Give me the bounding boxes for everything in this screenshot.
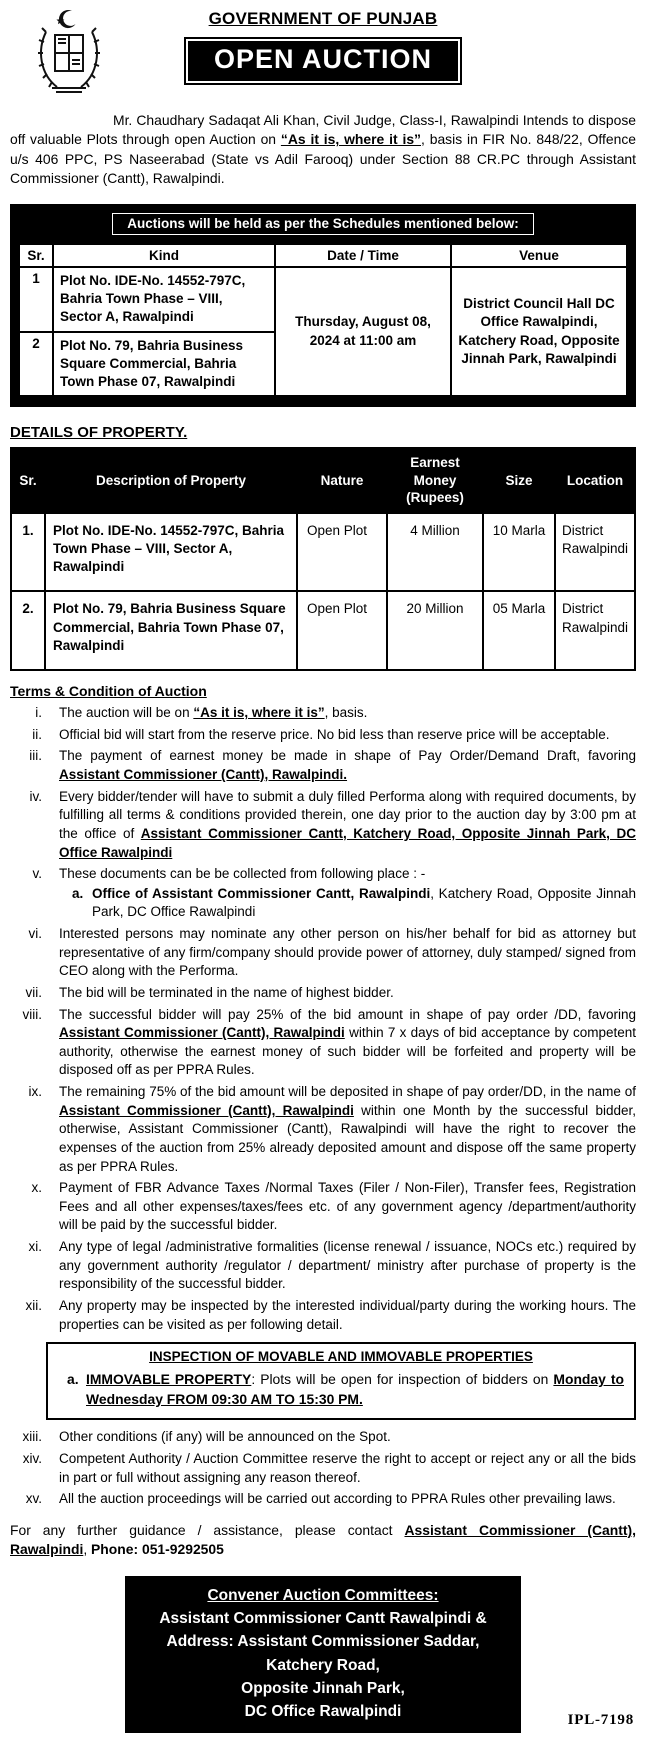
property-col-earnest: Earnest Money (Rupees) [387, 448, 483, 513]
property-details-heading: DETAILS OF PROPERTY. [10, 424, 188, 442]
schedule-row-1 [19, 267, 627, 332]
schedule-kind: Plot No. IDE-No. 14552-797C, Bahria Town Phase – VIII, Sector A, Rawalpindi [53, 267, 275, 332]
sub-item-label: a. [72, 885, 84, 901]
term-item [10, 925, 636, 981]
property-size: 10 Marla [483, 513, 555, 592]
term-item [10, 1179, 636, 1235]
property-sr: 1. [11, 513, 45, 592]
term-text: Any property may be inspected by the interested individual/party during the working hours. The properties can be visited as per following detail. [59, 1297, 636, 1332]
government-title: GOVERNMENT OF PUNJAB [208, 9, 438, 28]
term-item [10, 788, 636, 863]
term-text: The payment of earnest money be made in shape of Pay Order/Demand Draft, favoring Assistant Commissioner (Cantt), Rawalpindi. [59, 748, 636, 783]
property-size: 05 Marla [483, 591, 555, 670]
schedule-col-sr: Sr. [19, 244, 53, 267]
term-text: Competent Authority / Auction Committee reserve the right to accept or reject any or all the bids in part or full without assigning any reason thereof. [59, 1451, 636, 1485]
terms-list-tail [10, 1428, 636, 1509]
ipl-reference-number: IPL-7198 [567, 1712, 634, 1729]
footer-line: Address: Assistant Commissioner Saddar, [166, 1633, 480, 1651]
footer-line: Katchery Road, [266, 1656, 380, 1674]
property-description: Plot No. 79, Bahria Business Square Commercial, Bahria Town Phase 07, Rawalpindi [45, 591, 297, 670]
term-text: Other conditions (if any) will be announced on the Spot. [59, 1429, 391, 1445]
term-item [10, 1490, 636, 1509]
term-number: xv. [25, 1491, 42, 1507]
property-nature: Open Plot [297, 513, 387, 592]
term-text: The auction will be on “As it is, where it is”, basis. [59, 705, 368, 721]
schedule-table [18, 243, 628, 397]
property-col-description: Description of Property [45, 448, 297, 513]
schedule-sr: 1 [19, 267, 53, 332]
schedule-heading-wrap [18, 210, 628, 243]
term-text: These documents can be be collected from following place : - a. Office of Assistant Commissioner Cantt, Rawalpindi, Katchery Road, Opposite Jinnah Park, DC Office Rawalpindi [42, 865, 636, 922]
footer-line: Assistant Commissioner Cantt Rawalpindi & [159, 1610, 487, 1628]
term-number: ix. [28, 1084, 42, 1100]
property-location: District Rawalpindi [555, 513, 635, 592]
sub-item-text: Office of Assistant Commissioner Cantt, Rawalpindi, Katchery Road, Opposite Jinnah Park, DC Office Rawalpindi [92, 885, 636, 920]
inspection-item-text: IMMOVABLE PROPERTY: Plots will be open for inspection of bidders on Monday to Wednesday FROM 09:30 AM TO 15:30 PM. [86, 1371, 625, 1408]
term-number: v. [32, 866, 42, 882]
term-number: xiv. [22, 1451, 42, 1467]
term-number: x. [31, 1180, 42, 1196]
term-item [10, 1083, 636, 1176]
footer-line: DC Office Rawalpindi [244, 1703, 402, 1721]
term-text: The remaining 75% of the bid amount will be deposited in shape of pay order/DD, in the name of Assistant Commissioner (Cantt), Rawalpindi within one Month by the successful bidder, otherwise, Assistant Commissioner (Cantt), Rawalpindi will have the right to recover the expenses of the auction from 25% already deposited amount and dispose off the same property as per PPRA Rules. [59, 1084, 636, 1174]
property-sr: 2. [11, 591, 45, 670]
term-text: Every bidder/tender will have to submit a duly filled Performa along with required documents, by fulfilling all terms & conditions provided therein, one day prior to the auction day by 3:00 pm at the office of Assistant Commissioner Cantt, Katchery Road, Opposite Jinnah Park, DC Office Rawalpindi [59, 788, 636, 860]
footer-line: Convener Auction Committees: [207, 1586, 439, 1604]
term-number: i. [35, 705, 42, 721]
property-header-row [11, 448, 635, 513]
term-text: Any type of legal /administrative formalities (license renewal / issuance, NOCs etc.) required by any government authority /regulator / department/ ministry after purchase of property is the responsibility of the successful bidder. [59, 1239, 636, 1292]
punjab-government-crest-logo [34, 8, 104, 94]
footer-line: Opposite Jinnah Park, [241, 1679, 405, 1697]
terms-heading: Terms & Condition of Auction [10, 683, 207, 700]
term-text: The bid will be terminated in the name of highest bidder. [59, 984, 394, 1000]
term-item [10, 1297, 636, 1334]
schedule-col-datetime: Date / Time [275, 244, 451, 267]
property-row-2 [11, 591, 635, 670]
term-number: viii. [22, 1006, 42, 1022]
term-text: Official bid will start from the reserve price. No bid less than reserve price will be acceptable. [59, 726, 610, 742]
term-item [10, 865, 636, 922]
term-sub-item [59, 885, 636, 922]
inspection-item [58, 1369, 624, 1409]
schedule-header-row [19, 244, 627, 267]
convener-committee-footer [125, 1576, 521, 1734]
header [10, 6, 636, 96]
term-item [10, 984, 636, 1003]
term-item [10, 1450, 636, 1487]
term-item [10, 704, 636, 723]
term-text: The successful bidder will pay 25% of the bid amount in shape of pay order /DD, favoring Assistant Commissioner (Cantt), Rawalpindi within 7 x days of bid acceptance by competent authority, otherwise the earnest money of such bidder will be forfeited and property will be disposed off as per PPRA Rules. [59, 1006, 637, 1078]
term-number: ii. [32, 726, 42, 742]
contact-line: For any further guidance / assistance, please contact Assistant Commissioner (Cantt), Rawalpindi, Phone: 051-9292505 [10, 1521, 636, 1558]
property-col-location: Location [555, 448, 635, 513]
property-location: District Rawalpindi [555, 591, 635, 670]
property-nature: Open Plot [297, 591, 387, 670]
term-item [10, 1428, 636, 1447]
term-number: iii. [29, 748, 42, 764]
schedule-col-venue: Venue [451, 244, 627, 267]
term-item [10, 1006, 636, 1081]
term-item [10, 1238, 636, 1294]
schedule-venue: District Council Hall DC Office Rawalpindi, Katchery Road, Opposite Jinnah Park, Rawalpindi [451, 267, 627, 396]
schedule-col-kind: Kind [53, 244, 275, 267]
inspection-item-label: a. [67, 1371, 79, 1388]
term-number: xii. [25, 1297, 42, 1313]
property-row-1 [11, 513, 635, 592]
term-number: vi. [28, 926, 42, 942]
terms-list [10, 704, 636, 1334]
schedule-sr: 2 [19, 332, 53, 397]
property-col-sr: Sr. [11, 448, 45, 513]
term-number: iv. [29, 788, 42, 804]
property-table [10, 447, 636, 671]
property-col-size: Size [483, 448, 555, 513]
term-text: All the auction proceedings will be carried out according to PPRA Rules other prevailing laws. [59, 1491, 616, 1507]
property-earnest-money: 20 Million [387, 591, 483, 670]
intro-paragraph: Mr. Chaudhary Sadaqat Ali Khan, Civil Judge, Class-I, Rawalpindi Intends to dispose off valuable Plots through open Auction on “As it is, where it is”, basis in FIR No. 848/22, Offence u/s 406 PPC, PS Naseerabad (State vs Adil Farooq) under Section 88 CR.PC through Assistant Commissioner (Cantt), Rawalpindi. [10, 112, 636, 187]
inspection-box [46, 1342, 636, 1420]
term-number: xiii. [22, 1429, 42, 1445]
term-item [10, 747, 636, 784]
term-item [10, 726, 636, 745]
term-number: xi. [28, 1239, 42, 1255]
term-number: vii. [25, 984, 42, 1000]
property-col-nature: Nature [297, 448, 387, 513]
property-earnest-money: 4 Million [387, 513, 483, 592]
schedule-section [10, 204, 636, 407]
schedule-kind: Plot No. 79, Bahria Business Square Commercial, Bahria Town Phase 07, Rawalpindi [53, 332, 275, 397]
schedule-heading: Auctions will be held as per the Schedules mentioned below: [112, 213, 534, 235]
open-auction-banner: OPEN AUCTION [188, 41, 458, 81]
property-description: Plot No. IDE-No. 14552-797C, Bahria Town Phase – VIII, Sector A, Rawalpindi [45, 513, 297, 592]
schedule-datetime: Thursday, August 08, 2024 at 11:00 am [275, 267, 451, 396]
term-text: Payment of FBR Advance Taxes /Normal Taxes (Filer / Non-Filer), Transfer fees, Registration Fees and all other expenses/taxes/fees etc. of any government agency /department/authority will be paid by the successful bidder. [59, 1180, 636, 1233]
term-text: Interested persons may nominate any other person on his/her behalf for bid as attorney but representative of any firm/company should provide power of attorney, duly stamped/ signed from CEO along with the Performa. [59, 926, 636, 979]
inspection-heading: INSPECTION OF MOVABLE AND IMMOVABLE PROPERTIES [149, 1349, 533, 1365]
